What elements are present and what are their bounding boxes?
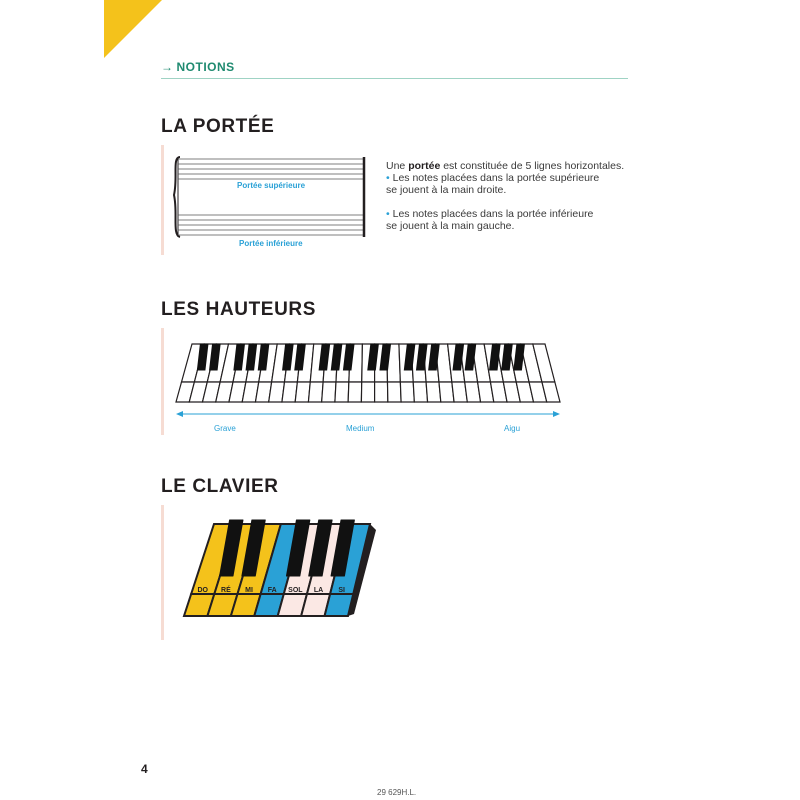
white-key-front — [413, 382, 427, 402]
header-rule — [161, 78, 628, 79]
section-tag — [161, 60, 235, 74]
white-key-front — [322, 382, 336, 402]
note-label: LA — [313, 587, 324, 594]
note-label: RÉ — [221, 587, 231, 594]
bullet-lower-cont: se jouent à la main gauche. — [386, 220, 515, 232]
white-key-front — [426, 382, 441, 402]
white-key-front — [335, 382, 349, 402]
range-mid-label: Medium — [346, 424, 375, 433]
clavier-title: LE CLAVIER — [161, 476, 279, 497]
lower-staff-label: Portée inférieure — [239, 239, 303, 248]
clavier-side-bar — [161, 505, 164, 640]
white-key-front — [375, 382, 388, 402]
octave-keyboard — [178, 514, 378, 626]
white-key-front — [400, 382, 414, 402]
note-label: FA — [267, 587, 277, 594]
note-label: MI — [245, 587, 253, 594]
white-key-front — [361, 382, 374, 402]
range-low-label: Grave — [214, 424, 236, 433]
upper-staff-lines — [178, 159, 364, 179]
white-key-front — [308, 382, 323, 402]
arrow-right-icon: → — [161, 60, 174, 74]
portee-side-bar — [161, 145, 164, 255]
upper-staff-label: Portée supérieure — [237, 181, 306, 190]
bullet-upper: • Les notes placées dans la portée supérieure — [386, 172, 600, 184]
white-key-front — [387, 382, 401, 402]
catalog-reference: 29 629H.L. — [377, 788, 417, 797]
intro-line: Une portée est constituée de 5 lignes horizontales. — [386, 160, 625, 172]
bullet-icon: • — [386, 172, 390, 184]
grand-staff — [170, 155, 372, 240]
portee-title: LA PORTÉE — [161, 116, 275, 137]
portee-description — [386, 160, 636, 232]
range-arrow — [176, 408, 560, 420]
note-label: DO — [197, 587, 209, 594]
white-key-front — [295, 382, 310, 402]
note-label: SOL — [288, 587, 303, 594]
long-keyboard — [170, 338, 565, 410]
bullet-icon: • — [386, 208, 390, 220]
hauteurs-title: LES HAUTEURS — [161, 299, 316, 320]
hauteurs-side-bar — [161, 328, 164, 435]
lower-staff-lines — [178, 215, 364, 235]
corner-triangle — [104, 0, 162, 58]
note-label: SI — [338, 587, 345, 594]
range-high-label: Aigu — [504, 424, 521, 433]
section-label: NOTIONS — [176, 60, 235, 74]
bullet-lower: • Les notes placées dans la portée inférieure — [386, 208, 594, 220]
white-key-front — [348, 382, 362, 402]
bullet-upper-cont: se jouent à la main droite. — [386, 184, 507, 196]
page-number: 4 — [141, 762, 148, 776]
